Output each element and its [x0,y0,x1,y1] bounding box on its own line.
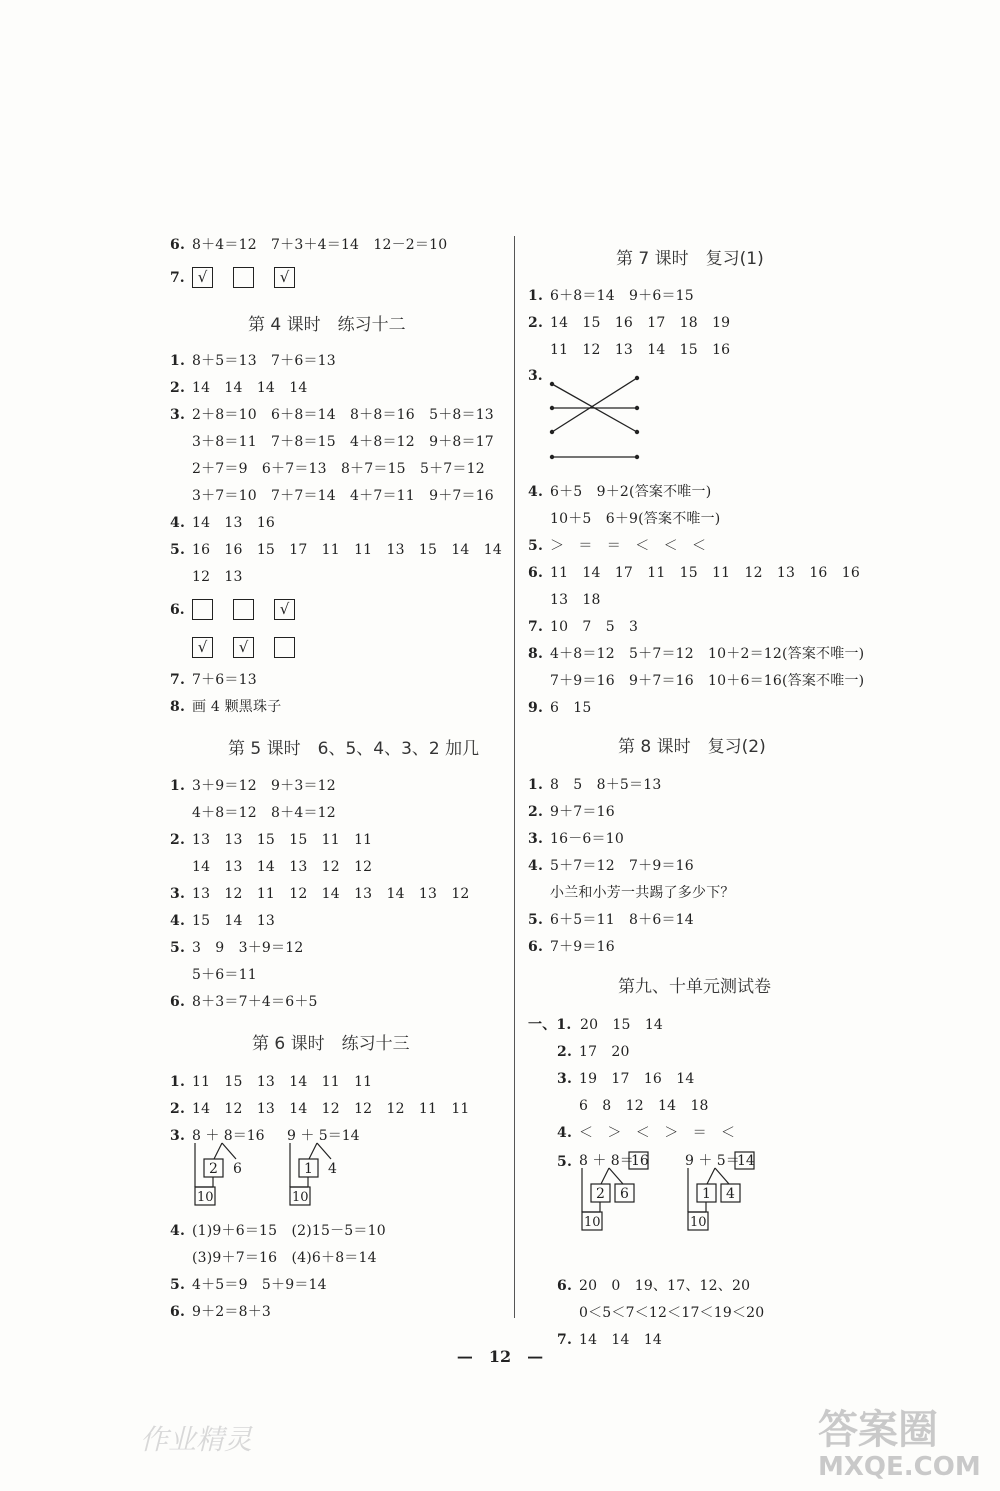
answer-line [528,776,661,794]
item-number: 3. [557,1071,573,1087]
answer-line [528,314,730,332]
item-number: 1. [170,353,186,369]
answer-text: 3＋7＝10 7＋7＝14 4＋7＝11 9＋7＝16 [192,488,494,504]
empty-box [192,599,213,620]
answer-text: 13 18 [550,592,601,608]
empty-box [274,637,295,658]
answer-line [528,830,624,848]
answer-line [170,1073,372,1091]
empty-box [233,267,254,288]
answer-line [528,537,706,555]
answer-text: 4＋5＝9 5＋9＝14 [192,1277,327,1293]
checkbox-row [170,637,315,659]
item-number: 7. [170,270,185,286]
answer-text: 13 12 11 12 14 13 14 13 12 [192,886,470,902]
answer-line [557,1097,709,1115]
answer-text: 8＋5＝13 7＋6＝13 [192,353,336,369]
answer-text: 0＜5＜7＜12＜17＜19＜20 [579,1305,765,1321]
answer-text: 16－6＝10 [550,831,624,847]
answer-text: 17 20 [579,1044,630,1060]
branch-line [715,1168,729,1184]
answer-line [557,1304,764,1322]
item-number: 4. [170,1223,186,1239]
answer-text: 14 14 14 [579,1332,663,1348]
matching-diagram [528,366,658,466]
item-number: 2. [557,1044,573,1060]
answer-text: 14 14 14 14 [192,380,308,396]
item-number: 9. [528,700,544,716]
answer-line [170,966,257,984]
item-number: 5. [557,1154,573,1170]
watermark-logo: 答案圈 [818,1407,938,1453]
item-number: 8. [170,699,186,715]
item-number: 1. [170,1074,186,1090]
answer-text: 16 16 15 17 11 11 13 15 14 14 [192,542,502,558]
answer-line [170,236,447,254]
item-number: 5. [170,1277,186,1293]
answer-text: 20 0 19、17、12、20 [579,1278,751,1294]
item-number: 3. [170,886,186,902]
branch-line [707,1168,715,1184]
equation-text: 8 ＋ 8＝16 [192,1128,265,1144]
answer-text: 19 17 16 14 [579,1071,695,1087]
answer-text: 13 13 15 15 11 11 [192,832,373,848]
answer-text: 小兰和小芳一共踢了多少下？ [550,885,735,901]
decomposition-diagram [579,1152,769,1242]
item-number: 6. [528,565,544,581]
answer-text: 6＋8＝14 9＋6＝15 [550,288,694,304]
answer-text: 11 15 13 14 11 11 [192,1074,373,1090]
answer-text: 4＋8＝12 8＋4＝12 [192,805,336,821]
answer-text: 9＋7＝16 [550,804,615,820]
branch-line [214,1143,222,1159]
answer-text: 3 9 3＋9＝12 [192,940,304,956]
branch-line [609,1168,623,1184]
section-title: 第 5 课时 6、5、4、3、2 加几 [228,739,480,759]
answer-line [170,406,494,424]
section-title: 第 8 课时 复习(2) [618,737,766,757]
answer-line [170,939,303,957]
answer-text: 8 5 8＋5＝13 [550,777,662,793]
answer-text: 8＋3＝7＋4＝6＋5 [192,994,318,1010]
answer-line [528,803,615,821]
branch-line [309,1143,317,1159]
left-dot [550,430,554,434]
split-value: 4 [726,1186,735,1202]
checked-box: √ [192,637,213,658]
answer-line [170,541,502,559]
answer-text: 9＋2＝8＋3 [192,1304,272,1320]
item-number: 4. [557,1125,573,1141]
split-value: 6 [233,1161,242,1177]
answer-text: 14 13 14 13 12 12 [192,859,373,875]
answer-line [528,938,615,956]
equation-text: 9 ＋ 5＝14 [287,1128,360,1144]
section-title: 第 4 课时 练习十二 [248,315,406,335]
answer-line [170,671,257,689]
answer-line [170,433,494,451]
item-number: 4. [528,858,544,874]
answer-line [170,777,336,795]
item-number: 4. [170,913,186,929]
right-dot [635,455,639,459]
item-number: 4. [528,484,544,500]
answer-line [528,1016,663,1034]
equation-text: 8 ＋ 8＝ [579,1153,634,1169]
left-dot [550,455,554,459]
item-number: 6. [528,939,544,955]
answer-line [528,857,694,875]
answer-line [170,352,336,370]
item-number: 3. [170,407,186,423]
right-dot [635,376,639,380]
answer-text: 20 15 14 [580,1017,664,1033]
answer-line [557,1043,630,1061]
item-number: 5. [528,912,544,928]
item-number: 6. [557,1278,573,1294]
answer-line [170,568,243,586]
split-value: 1 [702,1186,711,1202]
item-number: 6. [170,602,185,618]
answer-line [170,993,318,1011]
branch-line [601,1168,609,1184]
matching-line [552,378,637,432]
item-number: 5. [170,940,186,956]
branch-line [317,1143,331,1159]
answer-text: 11 12 13 14 15 16 [550,342,731,358]
item-number: 6. [170,994,186,1010]
item-number: 6. [170,1304,186,1320]
item-number: 2. [170,832,186,848]
answer-line [557,1070,694,1088]
answer-line [170,1100,470,1118]
answer-line [170,885,470,903]
answer-text: 4＋8＝12 5＋7＝12 10＋2＝12(答案不唯一) [550,646,865,662]
answer-text: 7＋9＝16 [550,939,615,955]
split-value: 1 [304,1161,313,1177]
answer-line [557,1124,735,1142]
checked-box: √ [274,599,295,620]
split-value: 4 [328,1161,337,1177]
answer-text: 11 14 17 11 15 11 12 13 16 16 [550,565,860,581]
answer-text: 14 12 13 14 12 12 12 11 11 [192,1101,470,1117]
answer-line [557,1277,750,1295]
answer-line [528,591,601,609]
right-dot [635,430,639,434]
answer-text: ＞ ＝ ＝ ＜ ＜ ＜ [550,538,707,554]
answer-line [528,699,592,717]
answer-text: 8＋4＝12 7＋3＋4＝14 12－2＝10 [192,237,448,253]
answer-line [528,618,638,636]
answer-text: (3)9＋7＝16 (4)6＋8＝14 [192,1250,377,1266]
section-title: 第九、十单元测试卷 [618,977,771,997]
sum-value: 10 [197,1190,214,1205]
answer-text: 15 14 13 [192,913,276,929]
item-number: 1. [170,778,186,794]
equation-text: 9 ＋ 5＝ [685,1153,740,1169]
decomposition-diagram [192,1127,382,1217]
answer-text: 7＋9＝16 9＋7＝16 10＋6＝16(答案不唯一) [550,673,865,689]
answer-text: 6 15 [550,700,592,716]
page-number: — 12 — [456,1347,544,1366]
answer-text: 5＋7＝12 7＋9＝16 [550,858,694,874]
answer-line [170,514,275,532]
answer-text: 12 13 [192,569,243,585]
left-dot [550,382,554,386]
answer-text: 14 13 16 [192,515,276,531]
answer-text: (1)9＋6＝15 (2)15－5＝10 [192,1223,386,1239]
column-divider [514,236,515,1318]
right-dot [635,406,639,410]
item-number: 8. [528,646,544,662]
answer-line [170,1303,271,1321]
item-number: 2. [528,804,544,820]
checkbox-row [170,267,315,289]
answer-text: 14 15 16 17 18 19 [550,315,731,331]
item-number: 5. [528,538,544,554]
section-title: 第 7 课时 复习(1) [616,249,764,269]
sum-value: 10 [584,1215,601,1230]
item-number: 5. [170,542,186,558]
item-number: 1. [528,777,544,793]
answer-text: 6＋5＝11 8＋6＝14 [550,912,694,928]
item-number: 2. [528,315,544,331]
answer-text: 6 8 12 14 18 [579,1098,709,1114]
checked-box: √ [274,267,295,288]
branch-line [222,1143,236,1159]
answer-line [170,804,336,822]
section-title: 第 6 课时 练习十三 [252,1034,410,1054]
answer-line [170,460,485,478]
checkbox-row [170,599,315,621]
answer-line [170,487,494,505]
answer-line [528,645,864,663]
answer-text: 3＋8＝11 7＋8＝15 4＋8＝12 9＋8＝17 [192,434,494,450]
answer-text: 6＋5 9＋2(答案不唯一) [550,484,712,500]
answer-line [170,698,281,716]
item-number: 一、1. [528,1017,572,1033]
answer-text: ＜ ＞ ＜ ＞ ＝ ＜ [579,1125,736,1141]
split-value: 6 [620,1186,629,1202]
item-number: 7. [557,1332,573,1348]
answer-text: 10 7 5 3 [550,619,639,635]
sum-value: 10 [292,1190,309,1205]
item-number: 4. [170,515,186,531]
answer-line [170,379,307,397]
answer-text: 7＋6＝13 [192,672,257,688]
answer-line [528,510,720,528]
answer-line [170,1222,386,1240]
result-value: 14 [737,1153,755,1169]
item-number: 2. [170,1101,186,1117]
answer-text: 2＋8＝10 6＋8＝14 8＋8＝16 5＋8＝13 [192,407,494,423]
item-number: 6. [170,237,186,253]
answer-line [528,911,694,929]
answer-text: 3＋9＝12 9＋3＝12 [192,778,336,794]
answer-line [528,483,711,501]
left-dot [550,406,554,410]
answer-line [528,287,694,305]
answer-line [528,564,860,582]
answer-line [170,1276,327,1294]
item-number: 3. [528,831,544,847]
empty-box [233,599,254,620]
answer-text: 2＋7＝9 6＋7＝13 8＋7＝15 5＋7＝12 [192,461,485,477]
answer-line [528,672,864,690]
item-number: 3. [528,368,543,384]
answer-line [528,884,735,902]
answer-text: 画 4 颗黑珠子 [192,699,282,715]
checked-box: √ [233,637,254,658]
watermark-url: MXQE.COM [818,1452,981,1482]
answer-line [528,341,730,359]
watermark-stamp: 作业精灵 [140,1423,253,1456]
split-value: 2 [209,1161,218,1177]
answer-line [170,912,275,930]
answer-line [170,831,372,849]
split-value: 2 [596,1186,605,1202]
sum-value: 10 [690,1215,707,1230]
item-number: 7. [528,619,544,635]
item-number: 2. [170,380,186,396]
item-number: 7. [170,672,186,688]
answer-line [170,858,372,876]
item-number: 3. [170,1128,186,1144]
item-number: 1. [528,288,544,304]
answer-text: 10＋5 6＋9(答案不唯一) [550,511,721,527]
answer-line [170,1249,377,1267]
checked-box: √ [192,267,213,288]
result-value: 16 [631,1153,649,1169]
answer-text: 5＋6＝11 [192,967,257,983]
